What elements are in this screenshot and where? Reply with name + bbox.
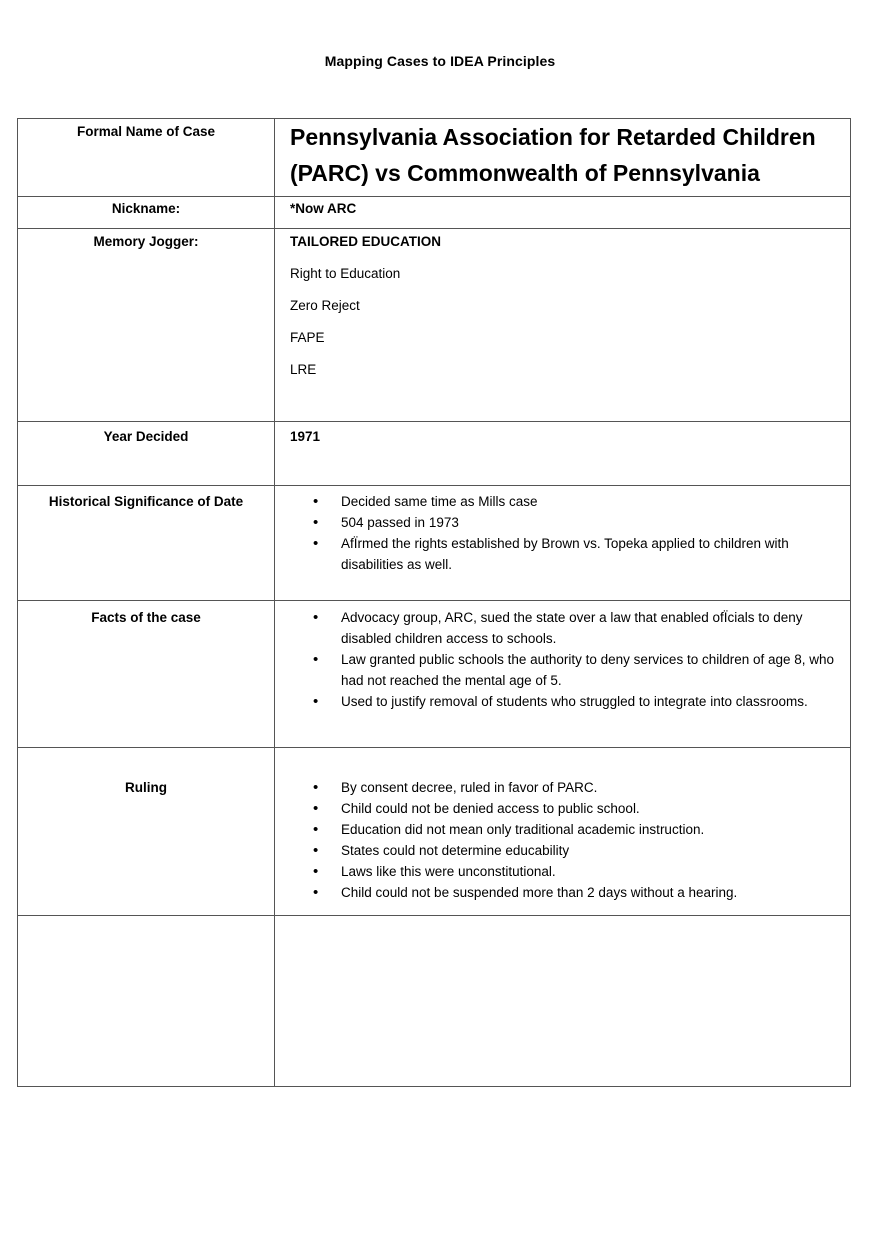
facts-list: [290, 607, 846, 712]
year-decided-value: [275, 422, 851, 486]
list-item: • Child could not be suspended more than 2 days without a hearing.: [341, 882, 846, 903]
nickname-label-text: Nickname:: [111, 201, 181, 216]
nickname-value: [275, 197, 851, 229]
row-year-decided: [18, 422, 851, 486]
formal-name-label: [18, 119, 275, 197]
memory-jogger-item: LRE: [290, 362, 317, 377]
formal-name-value-cell: [275, 119, 851, 197]
year-decided-label: [18, 422, 275, 486]
list-item: • Education did not mean only traditional academic instruction.: [341, 819, 846, 840]
ruling-list: [290, 777, 846, 903]
nickname-label: [18, 197, 275, 229]
list-item: • Child could not be denied access to public school.: [341, 798, 846, 819]
list-item: • Laws like this were unconstitutional.: [341, 861, 846, 882]
historical-significance-list: [290, 491, 846, 575]
row-nickname: [18, 197, 851, 229]
ruling-cell: [275, 748, 851, 916]
row-empty: [18, 916, 851, 1087]
case-table: [17, 118, 851, 1087]
empty-value-cell: [275, 916, 851, 1087]
list-item: • Law granted public schools the authority to deny services to children of age 8, who had not reached the mental age of 5.: [341, 649, 846, 691]
page-title: Mapping Cases to IDEA Principles: [324, 53, 556, 69]
historical-significance-cell: [275, 486, 851, 601]
facts-cell: [275, 601, 851, 748]
list-item: • Used to justify removal of students who struggled to integrate into classrooms.: [341, 691, 846, 712]
memory-jogger-label-text: Memory Jogger:: [93, 234, 199, 249]
historical-significance-label-text: Historical Significance of Date: [48, 494, 244, 509]
list-item: • AfÏrmed the rights established by Brown vs. Topeka applied to children with disabilities as well.: [341, 533, 846, 575]
ruling-label: [18, 748, 275, 916]
memory-jogger-item: Right to Education: [290, 266, 401, 281]
list-item: • Advocacy group, ARC, sued the state over a law that enabled ofÏcials to deny disabled children access to schools.: [341, 607, 846, 649]
nickname-value-text: *Now ARC: [290, 201, 357, 216]
historical-significance-label: [18, 486, 275, 601]
year-decided-label-text: Year Decided: [103, 429, 189, 444]
formal-name-label-text: Formal Name of Case: [76, 124, 216, 139]
facts-label: [18, 601, 275, 748]
formal-name-value: Pennsylvania Association for Retarded Children (PARC) vs Commonwealth of Pennsylvania: [290, 124, 816, 186]
memory-jogger-item: TAILORED EDUCATION: [290, 234, 441, 249]
memory-jogger-item: FAPE: [290, 330, 325, 345]
ruling-label-text: Ruling: [125, 780, 167, 795]
list-item: • Decided same time as Mills case: [341, 491, 846, 512]
row-ruling: [18, 748, 851, 916]
row-facts: [18, 601, 851, 748]
facts-label-text: Facts of the case: [91, 610, 201, 625]
empty-label-cell: [18, 916, 275, 1087]
list-item: • 504 passed in 1973: [341, 512, 846, 533]
list-item: • States could not determine educability: [341, 840, 846, 861]
year-decided-value-text: 1971: [290, 429, 321, 444]
row-formal-name: [18, 119, 851, 197]
list-item: • By consent decree, ruled in favor of PARC.: [341, 777, 846, 798]
memory-jogger-item: Zero Reject: [290, 298, 360, 313]
row-historical-significance: [18, 486, 851, 601]
row-memory-jogger: [18, 229, 851, 422]
memory-jogger-label: [18, 229, 275, 422]
memory-jogger-cell: [275, 229, 851, 422]
